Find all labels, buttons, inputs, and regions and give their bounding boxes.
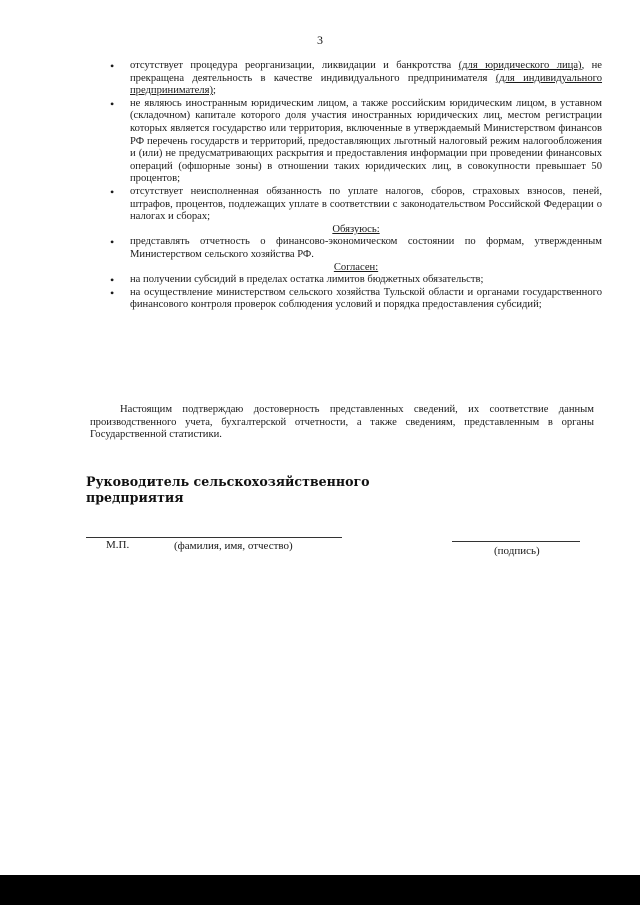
consent-list	[110, 274, 602, 312]
list-item: • не являюсь иностранным юридическим лицом, а также российским юридическим лицом, в уставном (складочном) капитале которого доля участия иностранных юридических лиц, местом регистрации которых является государство или территория, включенные в утверждаемый Министерством финансов РФ перечень государств и территорий, предоставляющих льготный налоговый режим налогообложения и (или) не предусматривающих раскрытия и предоставления информации при проведении финансовых операций (офшорные зоны) в отношении таких юридических лиц, в совокупности превышает 50 процентов;	[110, 98, 602, 186]
page-number: 3	[317, 33, 323, 47]
list-item: • отсутствует процедура реорганизации, ликвидации и банкротства (для юридического лица), не прекращена деятельность в качестве индивидуального предпринимателя (для индивидуального предпринимателя);	[110, 60, 602, 98]
obligations-list	[110, 236, 602, 261]
signatory-title: Руководитель сельскохозяйственного предприятия	[86, 474, 370, 505]
conditions-list	[110, 60, 602, 224]
stamp-label: М.П.	[106, 539, 130, 551]
scan-border	[0, 875, 640, 905]
confirmation-paragraph: Настоящим подтверждаю достоверность представленных сведений, их соответствие данным производственного учета, бухгалтерской отчетности, а также сведениям, представленным в органы Государственной статистики.	[90, 404, 594, 441]
signature-line	[452, 541, 580, 542]
obligations-heading: Обязуюсь:	[332, 223, 380, 235]
list-item: • отсутствует неисполненная обязанность по уплате налогов, сборов, страховых взносов, пеней, штрафов, процентов, подлежащих уплате в соответствии с законодательством Российской Федерации о налогах и сборах;	[110, 186, 602, 224]
list-item: • на осуществление министерством сельского хозяйства Тульской области и органами государственного финансового контроля проверок соблюдения условий и порядка предоставления субсидий;	[110, 287, 602, 312]
consent-heading: Согласен:	[333, 261, 379, 273]
declaration-body	[110, 60, 602, 312]
list-item: • представлять отчетность о финансово-экономическом состоянии по формам, утвержденным Министерством сельского хозяйства РФ.	[110, 236, 602, 261]
name-label: (фамилия, имя, отчество)	[174, 540, 293, 552]
list-item: • на получении субсидий в пределах остатка лимитов бюджетных обязательств;	[110, 274, 602, 287]
signature-label: (подпись)	[494, 545, 540, 557]
name-signature-line	[86, 537, 342, 538]
